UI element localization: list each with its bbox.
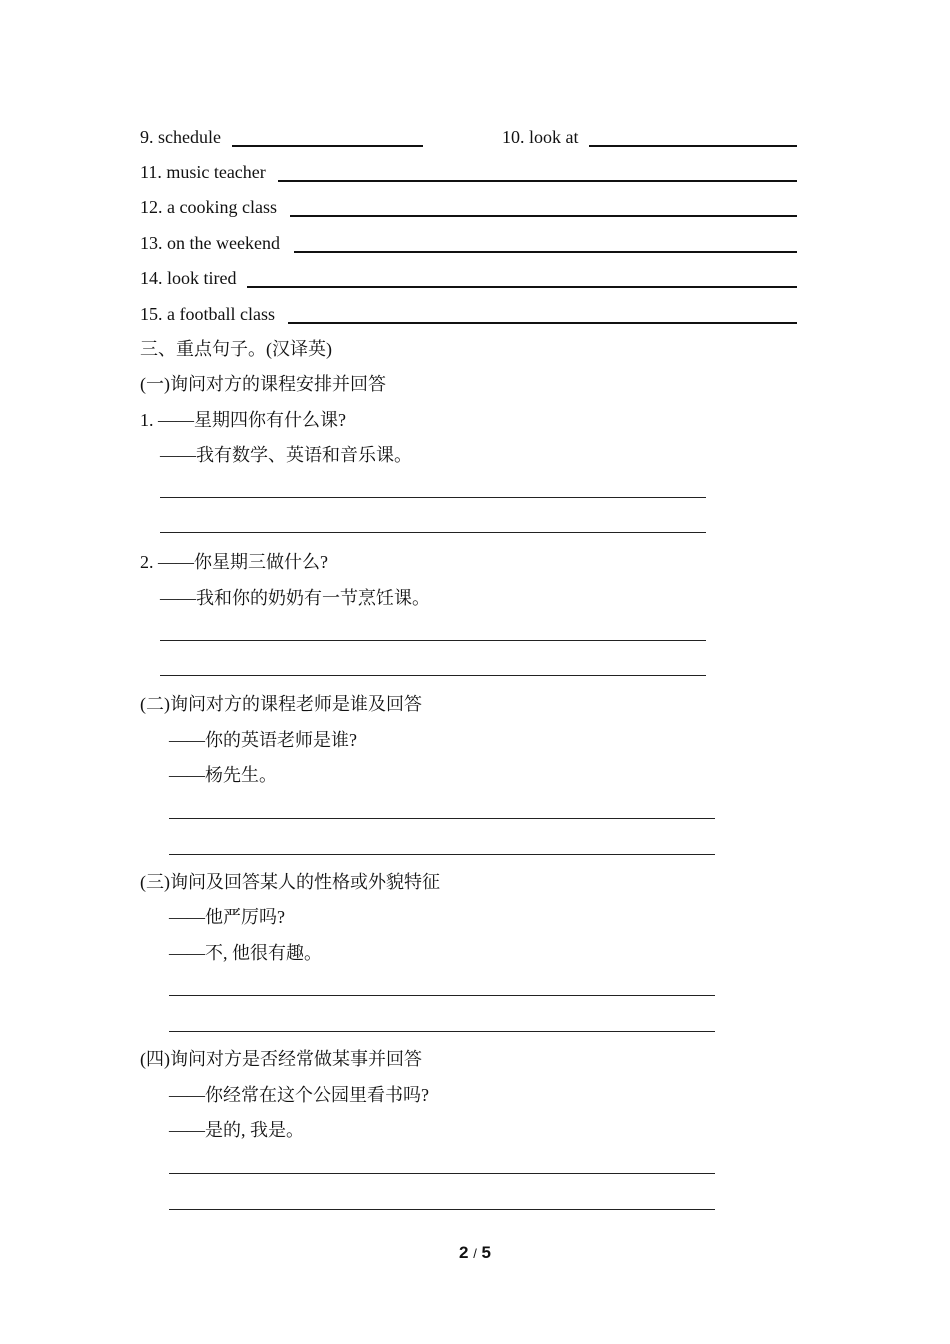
writing-line[interactable]	[169, 854, 715, 855]
answer-blank[interactable]	[247, 286, 797, 288]
question-line: ——你经常在这个公园里看书吗?	[169, 1085, 429, 1105]
answer-line: ——是的, 我是。	[169, 1120, 304, 1140]
page-number	[0, 1242, 950, 1265]
answer-line: ——我有数学、英语和音乐课。	[160, 445, 412, 465]
group-title-4: (四)询问对方是否经常做某事并回答	[140, 1049, 422, 1069]
section-heading: 三、重点句子。(汉译英)	[140, 339, 332, 359]
answer-blank[interactable]	[294, 251, 797, 253]
answer-blank[interactable]	[290, 215, 797, 217]
writing-line[interactable]	[169, 1031, 715, 1032]
answer-blank[interactable]	[232, 145, 423, 147]
group-title-1: (一)询问对方的课程安排并回答	[140, 374, 386, 394]
question-line: 1. ——星期四你有什么课?	[140, 410, 346, 430]
vocab-item-13: 13. on the weekend	[140, 233, 280, 253]
total-pages: 5	[481, 1243, 492, 1262]
group-title-3: (三)询问及回答某人的性格或外貌特征	[140, 872, 440, 892]
writing-line[interactable]	[169, 1209, 715, 1210]
writing-line[interactable]	[169, 995, 715, 996]
current-page: 2	[458, 1243, 469, 1262]
answer-line: ——不, 他很有趣。	[169, 943, 322, 963]
answer-blank[interactable]	[288, 322, 797, 324]
answer-line: ——杨先生。	[169, 765, 277, 785]
writing-line[interactable]	[160, 497, 706, 498]
writing-line[interactable]	[160, 640, 706, 641]
group-title-2: (二)询问对方的课程老师是谁及回答	[140, 694, 422, 714]
vocab-item-14: 14. look tired	[140, 268, 237, 288]
vocab-item-11: 11. music teacher	[140, 162, 266, 182]
answer-blank[interactable]	[278, 180, 797, 182]
vocab-item-9: 9. schedule	[140, 127, 221, 147]
vocab-item-12: 12. a cooking class	[140, 197, 277, 217]
writing-line[interactable]	[160, 532, 706, 533]
question-line: ——你的英语老师是谁?	[169, 730, 357, 750]
vocab-item-15: 15. a football class	[140, 304, 275, 324]
question-line: ——他严厉吗?	[169, 907, 285, 927]
page-separator: /	[473, 1246, 477, 1261]
answer-blank[interactable]	[589, 145, 797, 147]
answer-line: ——我和你的奶奶有一节烹饪课。	[160, 588, 430, 608]
vocab-item-10: 10. look at	[502, 127, 579, 147]
question-line: 2. ——你星期三做什么?	[140, 552, 328, 572]
writing-line[interactable]	[160, 675, 706, 676]
writing-line[interactable]	[169, 1173, 715, 1174]
writing-line[interactable]	[169, 818, 715, 819]
